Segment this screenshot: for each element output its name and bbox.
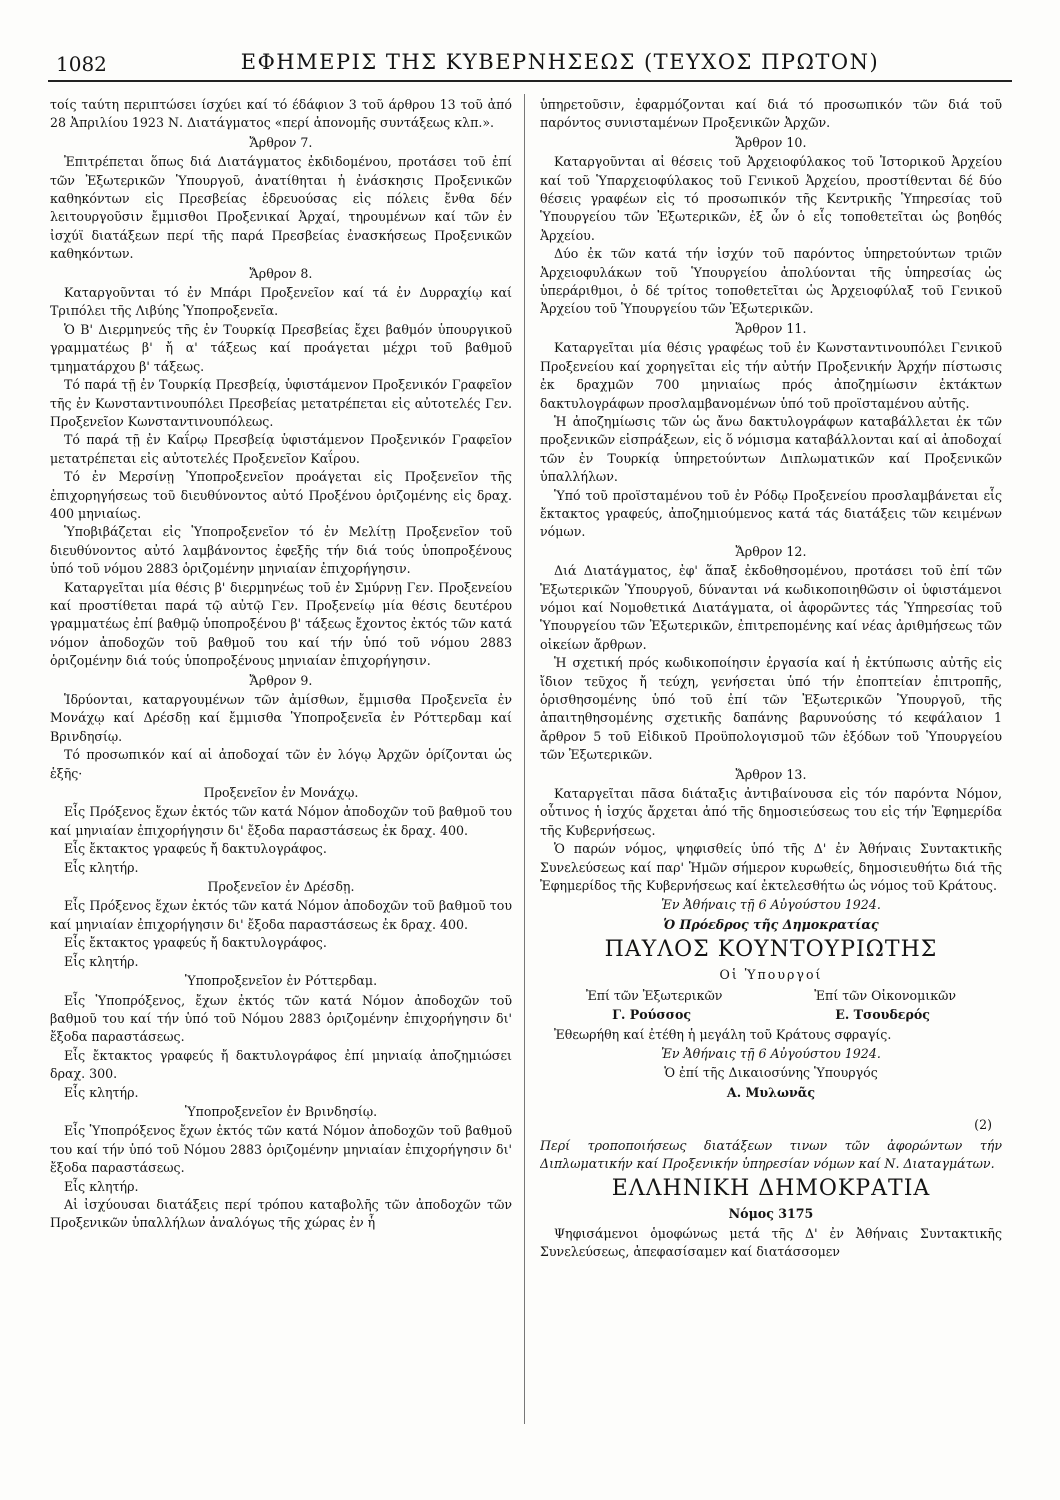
justice-minister-name: Α. Μυλωνᾶς — [726, 1084, 816, 1100]
president-title: Ὁ Πρόεδρος τῆς Δημοκρατίας — [663, 916, 879, 932]
seal-date: Ἐν Ἀθήναις τῇ 6 Αὐγούστου 1924. — [661, 1045, 881, 1061]
article-heading: Ἄρθρον 13. — [735, 766, 807, 782]
minister-title: Ἐπί τῶν Ἐξωτερικῶν — [585, 987, 723, 1003]
paragraph: Εἷς κλητήρ. — [64, 953, 139, 969]
paragraph: Ἱδρύονται, καταργουμένων τῶν ἀμίσθων, ἔμμισθα Προξενεῖα ἐν Μονάχῳ καί Δρέσδῃ καί ἔμμισθα Ὑποπροξενεῖα ἐν Ρόττερδαμ καί Βρινδησίῳ. — [50, 692, 512, 744]
paragraph: ὑπηρετοῦσιν, ἐφαρμόζονται καί διά τό προσωπικόν τῶν διά τοῦ παρόντος συνισταμένων Προξενικῶν Ἀρχῶν. — [540, 97, 1002, 131]
article-heading: Ἄρθρον 9. — [249, 672, 313, 688]
subheading: Προξενεῖον ἐν Μονάχῳ. — [203, 785, 359, 801]
law-number: Νόμος 3175 — [728, 1206, 814, 1222]
column-divider — [524, 94, 525, 1424]
paragraph: Ἡ σχετική πρός κωδικοποίησιν ἐργασία καί ἡ ἐκτύπωσις αὐτῆς εἰς ἴδιον τεῦχος ἤ τεύχη, γενήσεται ὑπό τήν ἐποπτείαν ἐπιτροπῆς, ὁρισθησομένης ὑπό τοῦ ἐπί τῶν Ἐξωτερικῶν Ὑπουργοῦ, τῆς ἀπαιτηθησομένης σχετικῆς δαπάνης βαρυνούσης τό κεφάλαιον 1 ἄρθρον 5 τοῦ Εἰδικοῦ Προϋπολογισμοῦ τῶν ἐξόδων τοῦ Ὑπουργείου τῶν Ἐξωτερικῶν. — [540, 655, 1002, 763]
paragraph: Εἷς κλητήρ. — [64, 859, 139, 875]
paragraph: Καταργεῖται μία θέσις β' διερμηνέως τοῦ ἐν Σμύρνῃ Γεν. Προξενείου καί προστίθεται παρά τῷ αὐτῷ Γεν. Προξενείῳ μία θέσις δευτέρου γραμματέως ἐπί βαθμῷ ὑποπροξένου β' τάξεως ἔχοντος ἐκτός τῶν κατά νόμον ἀποδοχῶν τοῦ βαθμοῦ του καί τήν ὑπό τοῦ νόμου 2883 ὁριζομένην διά τούς ὑποπροξένους μηνιαίαν ἐπιχορήγησιν. — [50, 579, 512, 669]
minister-names — [540, 1006, 1002, 1024]
paragraph: Εἷς κλητήρ. — [64, 1084, 139, 1100]
paragraph: Ὑποβιβάζεται εἰς Ὑποπροξενεῖον τό ἐν Μελίτῃ Προξενεῖον τοῦ διευθύνοντος αὐτό λαμβάνοντος ἐφεξῆς τήν διά τούς ὑποπροξένους ὑπό τοῦ νόμου 2883 ὁριζομένην μηνιαίαν ἐπιχορήγησιν. — [50, 524, 512, 577]
minister-name: Ε. Τσουδερός — [835, 1007, 930, 1023]
page-header — [48, 44, 1012, 84]
paragraph: Εἷς Ὑποπρόξενος ἔχων ἐκτός τῶν κατά Νόμον ἀποδοχῶν τοῦ βαθμοῦ του καί τήν ὑπό τοῦ Νόμου 2883 ὁριζομένην μηνιαίαν ἐπιχορήγησιν δι' ἔξοδα παραστάσεως. — [50, 1123, 512, 1176]
subheading: Προξενεῖον ἐν Δρέσδῃ. — [207, 879, 355, 895]
paragraph: Αἱ ἰσχύουσαι διατάξεις περί τρόπου καταβολῆς τῶν ἀποδοχῶν τῶν Προξενικῶν ὑπαλλήλων ἀναλόγως τῆς χώρας ἐν ἧ — [50, 1196, 512, 1231]
paragraph: Διά Διατάγματος, ἐφ' ἅπαξ ἐκδοθησομένου, προτάσει τοῦ ἐπί τῶν Ἐξωτερικῶν Ὑπουργοῦ, δύνανται νά κωδικοποιηθῶσιν οἱ ὑφιστάμενοι νόμοι καί Νομοθετικά Διατάγματα, οἱ ἀφορῶντες τάς Ὑπηρεσίας τοῦ Ὑπουργείου τῶν Ἐξωτερικῶν, ἐπιτρεπομένης καί νέας ἀριθμήσεως τῶν οἰκείων ἄρθρων. — [540, 563, 1002, 652]
minister-name: Γ. Ρούσσος — [612, 1007, 692, 1023]
paragraph: Εἷς Πρόξενος ἔχων ἐκτός τῶν κατά Νόμον ἀποδοχῶν τοῦ βαθμοῦ του καί μηνιαίαν ἐπιχορήγησιν δι' ἔξοδα παραστάσεως ἐκ δραχ. 400. — [50, 804, 512, 838]
minister-title: Ἐπί τῶν Οἰκονομικῶν — [814, 987, 957, 1003]
paragraph: Δύο ἐκ τῶν κατά τήν ἰσχύν τοῦ παρόντος ὑπηρετούντων τριῶν Ἀρχειοφυλάκων τοῦ Ὑπουργείου ἀπολύονται τῆς ὑπηρεσίας ὡς ὑπεράριθμοι, ὁ δέ τρίτος τοποθετεῖται ὡς Ἀρχειοφύλαξ τοῦ Γενικοῦ Ἀρχείου τοῦ Ὑπουργείου τῶν Ἐξωτερικῶν. — [540, 246, 1002, 317]
article-heading: Ἄρθρον 10. — [735, 134, 807, 150]
paragraph: Τό προσωπικόν καί αἱ ἀποδοχαί τῶν ἐν λόγῳ Ἀρχῶν ὁρίζονται ὡς ἑξῆς· — [50, 747, 512, 781]
minister-titles — [540, 987, 1002, 1005]
signing-date: Ἐν Ἀθήναις τῇ 6 Αὐγούστου 1924. — [661, 897, 881, 913]
article-heading: Ἄρθρον 7. — [249, 134, 313, 150]
article-heading: Ἄρθρον 8. — [249, 265, 313, 281]
article-heading: Ἄρθρον 11. — [735, 320, 807, 336]
paragraph: Καταργοῦνται αἱ θέσεις τοῦ Ἀρχειοφύλακος τοῦ Ἱστορικοῦ Ἀρχείου καί τοῦ Ὑπαρχειοφύλακος τοῦ Γενικοῦ Ἀρχείου, προστίθενται δέ δύο θέσεις γραφέων εἰς τό προσωπικόν τῆς Κεντρικῆς Ὑπηρεσίας τοῦ Ὑπουργείου τῶν Ἐξωτερικῶν, ἐξ ὧν ὁ εἷς τοποθετεῖται ὡς βοηθός Ἀρχείου. — [540, 154, 1002, 243]
paragraph: Εἷς ἔκτακτος γραφεύς ἤ δακτυλογράφος. — [64, 841, 327, 857]
running-title: ΕΦΗΜΕΡΙΣ ΤΗΣ ΚΥΒΕΡΝΗΣΕΩΣ (ΤΕΥΧΟΣ ΠΡΩΤΟΝ) — [240, 50, 880, 74]
paragraph: Ὁ παρών νόμος, ψηφισθείς ὑπό τῆς Δ' ἐν Ἀθήναις Συντακτικῆς Συνελεύσεως καί παρ' Ἡμῶν σήμερον κυρωθείς, δημοσιευθήτω διά τῆς Ἐφημερίδος τῆς Κυβερνήσεως καί ἐκτελεσθήτω ὡς νόμος τοῦ Κράτους. — [540, 841, 1002, 894]
paragraph: Εἷς ἔκτακτος γραφεύς ἤ δακτυλογράφος ἐπί μηνιαίᾳ ἀποζημιώσει δραχ. 300. — [50, 1047, 512, 1082]
header-rule — [48, 80, 1012, 82]
paragraph: Ὑπό τοῦ προϊσταμένου τοῦ ἐν Ρόδῳ Προξενείου προσλαμβάνεται εἷς ἔκτακτος γραφεύς, ἀποζημιούμενος κατά τάς διατάξεις τῶν κειμένων νόμων. — [540, 487, 1002, 540]
right-column — [540, 96, 1002, 1436]
subheading: Ὑποπροξενεῖον ἐν Βρινδησίῳ. — [184, 1103, 378, 1119]
article-heading: Ἄρθρον 12. — [735, 543, 807, 559]
law-title: Περί τροποποιήσεως διατάξεων τινων τῶν ἀφορώντων τήν Διπλωματικήν καί Προξενικήν ὑπηρεσίαν νόμων καί Ν. Διαταγμάτων. — [540, 1137, 1002, 1171]
republic-heading: ΕΛΛΗΝΙΚΗ ΔΗΜΟΚΡΑΤΙΑ — [611, 1176, 931, 1202]
paragraph: Καταργεῖται μία θέσις γραφέως τοῦ ἐν Κωνσταντινουπόλει Γενικοῦ Προξενείου καί χορηγεῖται εἰς τήν αὐτήν Προξενικήν Ἀρχήν πίστωσις ἐκ δραχμῶν 700 μηνιαίως πρός ἀποζημίωσιν ἐκτάκτων δακτυλογράφων προσλαμβανομένων ὑπό τοῦ προϊσταμένου αὐτῆς. — [540, 340, 1002, 411]
ministers-label: Οἱ Ὑπουργοί — [719, 967, 823, 983]
paragraph: Τό ἐν Μερσίνῃ Ὑποπροξενεῖον προάγεται εἰς Προξενεῖον τῆς ἐπιχορηγήσεως τοῦ διευθύνοντος αὐτό Προξένου ὁριζομένης εἰς δραχ. 400 μηνιαίως. — [50, 469, 512, 521]
paragraph: Εἷς ἔκτακτος γραφεύς ἤ δακτυλογράφος. — [64, 935, 327, 951]
paragraph: Ψηφισάμενοι ὁμοφώνως μετά τῆς Δ' ἐν Ἀθήναις Συντακτικῆς Συνελεύσεως, ἀπεφασίσαμεν καί διατάσσομεν — [540, 1225, 1002, 1260]
paragraph: Εἷς Πρόξενος ἔχων ἐκτός τῶν κατά Νόμον ἀποδοχῶν τοῦ βαθμοῦ του καί μηνιαίαν ἐπιχορήγησιν δι' ἔξοδα παραστάσεως ἐκ δραχ. 400. — [50, 898, 512, 932]
paragraph: Ἡ ἀποζημίωσις τῶν ὡς ἄνω δακτυλογράφων καταβάλλεται ἐκ τῶν προξενικῶν εἰσπράξεων, εἰς ὅ νόμισμα καταβάλλονται καί αἱ ἀποδοχαί τῶν ἐν Τουρκίᾳ ὑπηρετούντων Διπλωματικῶν καί Προξενικῶν ὑπαλλήλων. — [540, 413, 1002, 485]
paragraph: Καταργεῖται πᾶσα διάταξις ἀντιβαίνουσα εἰς τόν παρόντα Νόμον, οὗτινος ἡ ἰσχύς ἄρχεται ἀπό τῆς δημοσιεύσεως του εἰς τήν Ἐφημερίδα τῆς Κυβερνήσεως. — [540, 786, 1002, 838]
paragraph: Τό παρά τῇ ἐν Τουρκίᾳ Πρεσβείᾳ, ὑφιστάμενον Προξενικόν Γραφεῖον τῆς ἐν Κωνσταντινουπόλει Πρεσβείας μετατρέπεται εἰς αὐτοτελές Γεν. Προξενεῖον Κωνσταντινουπόλεως. — [50, 377, 512, 429]
paragraph: Καταργοῦνται τό ἐν Μπάρι Προξενεῖον καί τά ἐν Δυρραχίῳ καί Τριπόλει τῆς Λιβύης Ὑποπροξενεῖα. — [50, 285, 512, 319]
item-number: (2) — [974, 1117, 992, 1133]
paragraph: Εἷς κλητήρ. — [64, 1178, 139, 1194]
paragraph: Ἐπιτρέπεται ὅπως διά Διατάγματος ἐκδιδομένου, προτάσει τοῦ ἐπί τῶν Ἐξωτερικῶν Ὑπουργοῦ, ἀνατίθηται ἡ ἐνάσκησις Προξενικῶν καθηκόντων εἰς Πρεσβείας ἑδρευούσας εἰς πόλεις ἔνθα δέν λειτουργοῦσιν ἔμμισθοι Προξενικαί Ἀρχαί, τηρουμένων καί τῶν ἐν ἰσχύϊ διατάξεων περί τῆς παρά Πρεσβείας ἐνασκήσεως Προξενικῶν καθηκόντων. — [50, 154, 512, 262]
paragraph: Ὁ Β' Διερμηνεύς τῆς ἐν Τουρκίᾳ Πρεσβείας ἔχει βαθμόν ὑπουργικοῦ γραμματέως β' ἤ α' τάξεως καί προάγεται μέχρι τοῦ βαθμοῦ τμηματάρχου β' τάξεως. — [50, 321, 512, 374]
page-number: 1082 — [56, 52, 107, 76]
left-column — [50, 96, 512, 1436]
subheading: Ὑποπροξενεῖον ἐν Ρόττερδαμ. — [184, 973, 378, 989]
seal-note: Ἐθεωρήθη καί ἐτέθη ἡ μεγάλη τοῦ Κράτους σφραγίς. — [554, 1026, 892, 1042]
paragraph: Τό παρά τῇ ἐν Καΐρῳ Πρεσβείᾳ ὑφιστάμενον Προξενικόν Γραφεῖον μετατρέπεται εἰς αὐτοτελές Προξενεῖον Καΐρου. — [50, 432, 512, 466]
paragraph: Εἷς Ὑποπρόξενος, ἔχων ἐκτός τῶν κατά Νόμον ἀποδοχῶν τοῦ βαθμοῦ του καί τήν ὑπό τοῦ Νόμου 2883 ὁριζομένην ἐπιχορήγησιν δι' ἔξοδα παραστάσεως. — [50, 992, 512, 1045]
justice-minister-title: Ὁ ἐπί τῆς Δικαιοσύνης Ὑπουργός — [664, 1065, 878, 1081]
president-name: ΠΑΥΛΟΣ ΚΟΥΝΤΟΥΡΙΩΤΗΣ — [604, 937, 938, 963]
paragraph: τοίς ταύτη περιπτώσει ίσχύει καί τό έδάφιον 3 τοῦ άρθρου 13 τοῦ ἀπό 28 Ἀπριλίου 1923 Ν. Διατάγματος «περί ἀπονομῆς συντάξεως κλπ.». — [50, 97, 512, 131]
